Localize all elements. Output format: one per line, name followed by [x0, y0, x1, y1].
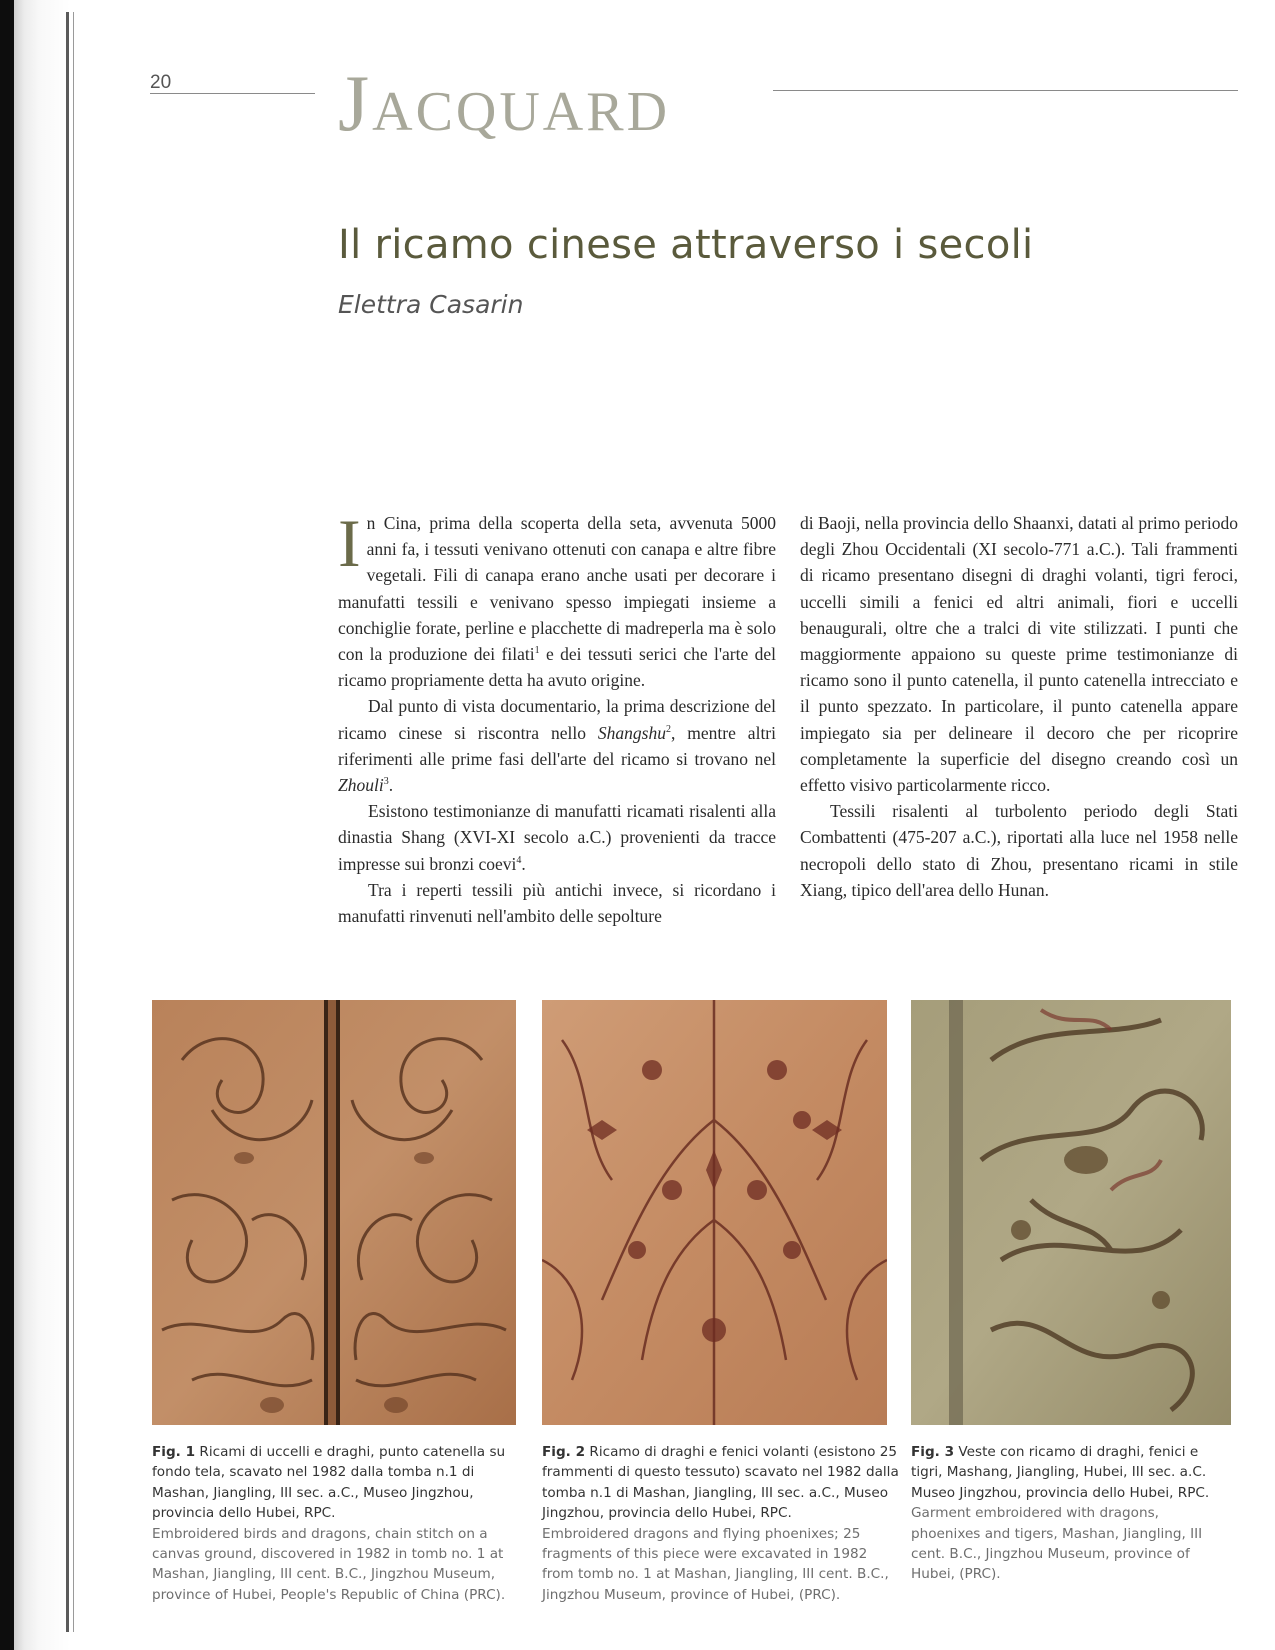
- embroidery-image: [152, 1000, 516, 1425]
- figure-label: Fig. 1: [152, 1444, 196, 1460]
- footnote-ref: 4: [516, 854, 522, 866]
- footnote-ref: 3: [383, 776, 389, 788]
- figure-label: Fig. 3: [911, 1444, 955, 1460]
- figure-1-photo: [152, 1000, 516, 1425]
- figure-2-caption: [542, 1442, 902, 1605]
- text-run: .: [521, 853, 526, 874]
- figure-label: Fig. 2: [542, 1444, 586, 1460]
- text-run: Dal punto di vista documentario, la prima descrizione del ricamo cinese si riscontra nello: [338, 696, 776, 743]
- page-number: 20: [150, 72, 172, 93]
- body-paragraph: [338, 693, 776, 798]
- text-run: .: [388, 775, 394, 796]
- body-paragraph: [338, 505, 777, 693]
- body-paragraph: Tra i reperti tessili più antichi invece, si ricordano i manufatti rinvenuti nell'ambito delle sepolture: [338, 879, 776, 927]
- caption-english: Garment embroidered with dragons, phoenixes and tigers, Mashan, Jiangling, III cent. B.C., Jingzhou Museum, province of Hubei, (PRC).: [911, 1505, 1203, 1583]
- caption-english: Embroidered dragons and flying phoenixes; 25 fragments of this piece were excavated in 1982 from tomb no. 1 at Mashan, Jiangling, III cent. B.C., Jingzhou Museum, province of Hubei, (PRC).: [542, 1525, 889, 1603]
- page-gutter-shadow: [14, 0, 70, 1650]
- figure-1-caption: [152, 1442, 524, 1605]
- header-rule-left: [150, 93, 315, 94]
- text-run: e dei tessuti serici che l'arte del ricamo propriamente detta ha avuto origine.: [338, 644, 777, 691]
- header-rule-right: [773, 90, 1238, 91]
- body-column-left: [338, 505, 777, 929]
- caption-italian: Ricamo di draghi e fenici volanti (esistono 25 frammenti di questo tessuto) scavato nel 1982 dalla tomba n.1 di Mashan, Jiangling, III sec. a.C., Museo Jingzhou, provincia dello Hubei, RPC.: [542, 1444, 899, 1522]
- article-author: Elettra Casarin: [338, 290, 524, 319]
- gutter-line-thin: [73, 12, 74, 1632]
- footnote-ref: 2: [665, 723, 671, 735]
- figure-3-caption: [911, 1442, 1231, 1585]
- body-paragraph: [338, 798, 776, 877]
- gutter-line: [66, 12, 69, 1632]
- footnote-ref: 1: [534, 645, 540, 657]
- body-paragraph: di Baoji, nella provincia dello Shaanxi, datati al primo periodo degli Zhou Occidentali (XI secolo-771 a.C.). Tali frammenti di ricamo presentano disegni di draghi volanti, tigri feroci, uccelli simili a fenici ed altri animali, fiori e uccelli benaugurali, oltre che a tralci di vite stilizzati. I punti che maggiormente appaiono su queste prime testimonianze di ricamo sono il punto catenella, il punto catenella intrecciato e il punto spezzato. In particolare, il punto catenella appare impiegato sia per delineare il decoro che per ricoprire completamente la superficie del disegno creando così un effetto visivo particolarmente ricco.: [800, 513, 1238, 796]
- body-paragraph: Tessili risalenti al turbolento periodo degli Stati Combattenti (475-207 a.C.), riportati alla luce nel 1958 nelle necropoli dello stato di Zhou, presentano ricami in stile Xiang, tipico dell'area dello Hunan.: [800, 801, 1238, 900]
- figure-2-photo: [542, 1000, 887, 1425]
- body-column-right: [800, 510, 1238, 903]
- magazine-masthead: Jacquard: [338, 60, 671, 148]
- book-title: Shangshu: [597, 722, 666, 743]
- text-run: n Cina, prima della scoperta della seta, avvenuta 5000 anni fa, i tessuti venivano ottenuti con canapa e altre fibre vegetali. Fili di canapa erano anche usati per decorare i manufatti tessili e venivano spesso impiegati insieme a conchiglie forate, perline e placchette di madreperla ma è solo con la produzione dei filati: [338, 513, 776, 665]
- article-title: Il ricamo cinese attraverso i secoli: [338, 222, 1034, 268]
- embroidery-image: [911, 1000, 1231, 1425]
- text-run: , mentre altri riferimenti alle prime fasi dell'arte del ricamo si trovano nel: [338, 722, 776, 769]
- caption-italian: Veste con ricamo di draghi, fenici e tigri, Mashang, Jiangling, Hubei, III sec. a.C. Museo Jingzhou, provincia dello Hubei, RPC.: [911, 1444, 1210, 1501]
- figure-3-photo: [911, 1000, 1231, 1425]
- caption-italian: Ricami di uccelli e draghi, punto catenella su fondo tela, scavato nel 1982 dalla tomba n.1 di Mashan, Jiangling, III sec. a.C., Museo Jingzhou, provincia dello Hubei, RPC.: [152, 1444, 506, 1522]
- drop-cap: I: [338, 505, 361, 581]
- caption-english: Embroidered birds and dragons, chain stitch on a canvas ground, discovered in 1982 in tomb no. 1 at Mashan, Jiangling, III cent. B.C., Jingzhou Museum, province of Hubei, People's Republic of China (PRC).: [152, 1525, 506, 1603]
- embroidery-image: [542, 1000, 887, 1425]
- book-title: Zhouli: [338, 775, 384, 796]
- binding-spine: [0, 0, 14, 1650]
- text-run: Esistono testimonianze di manufatti ricamati risalenti alla dinastia Shang (XVI-XI secolo a.C.) provenienti da tracce impresse sui bronzi coevi: [338, 801, 776, 874]
